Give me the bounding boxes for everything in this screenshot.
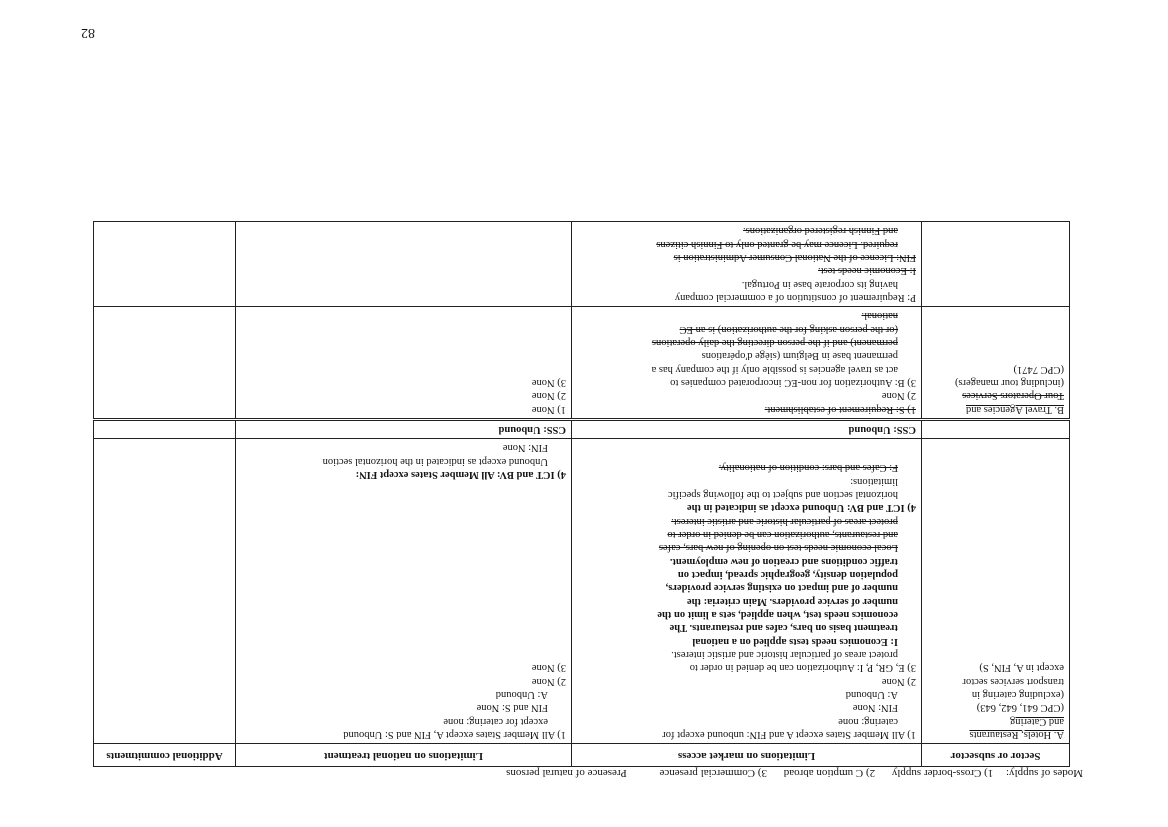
mode-commercial-presence: 3) Commercial presence	[659, 767, 767, 779]
modes-label: Modes of supply:	[1006, 767, 1083, 779]
national-treatment-cell-hotels: 1) All Member States except A, FIN and S: Unbound except for catering: none FIN and S: None A: Unbound 2) None 3) None 4) ICT and BV: All Member States except FIN: Unbound except as indicated in the horizontal section FIN: None	[236, 439, 572, 744]
header-row	[94, 744, 1070, 767]
additional-cell-travel	[94, 307, 236, 420]
mode-consumption-abroad: 2) C umption abroad	[783, 767, 876, 779]
additional-cell-travel-cont	[94, 222, 236, 307]
market-css: CSS: Unbound	[572, 419, 922, 438]
header-market-access: Limitations on market access	[572, 744, 922, 767]
mode-natural-persons: Presence of natural persons	[506, 767, 627, 779]
additional-cell-hotels	[94, 439, 236, 744]
additional-cell-css	[94, 419, 236, 438]
commitments-table	[93, 221, 1070, 767]
table-row	[94, 439, 1070, 744]
header-national-treatment: Limitations on national treatment	[236, 744, 572, 767]
mode-cross-border: 1) Cross-border supply	[891, 767, 994, 779]
header-additional: Additional commitments	[94, 744, 236, 767]
national-css: CSS: Unbound	[236, 419, 572, 438]
sector-cell-hotels: A. Hotels, Restaurants and Catering (CPC 641, 642, 643) (excluding catering in transport services sector except in A, FIN, S)	[922, 439, 1070, 744]
market-access-cell-travel: 1) S: Requirement of establishment. 2) None 3) B: Authorization for non-EC incorporated companies to act as travel agencies is possible only if the company has a permanent base in Belgium (siège d'opérations permanent) and if the person directing the daily operations (or the person asking for the authorization) is an EC national.	[572, 307, 922, 420]
table-row	[94, 419, 1070, 438]
sector-cell-travel-cont	[922, 222, 1070, 307]
sector-cell-css	[922, 419, 1070, 438]
header-sector: Sector or subsector	[922, 744, 1070, 767]
sector-cell-travel: B. Travel Agencies and Tour Operators Services (including tour managers) (CPC 7471)	[922, 307, 1070, 420]
table-row	[94, 307, 1070, 420]
table-row	[94, 222, 1070, 307]
modes-of-supply	[506, 767, 1083, 779]
page-number: 82	[81, 25, 95, 40]
market-access-cell-travel-cont: P: Requirement of constitution of a commercial company having its corporate base in Portugal. I: Economic needs test. FIN: Licence of the National Consumer Administration is required. Licence may be granted only to Finnish citizens and Finnish registered organizations.	[572, 222, 922, 307]
national-treatment-cell-travel: 1) None 2) None 3) None	[236, 307, 572, 420]
market-access-cell-hotels: 1) All Member States except A and FIN: unbound except for catering: none FIN: None A: Unbound 2) None 3) E, GR, P, I: Authorization can be denied in order to protect areas of particular historic and artistic interest. I: Economics needs tests applied on a national treatment basis on bars, cafes and restaurants. The economics needs test, when applied, sets a limit on the number of service providers. Main criteria: the number of and impact on existing service providers, population density, geographic spread, impact on traffic conditions and creation of new employment. Local economic needs test on opening of new bars, cafes and restaurants, authorization can be denied in order to protect areas of particular historic and artistic interest. 4) ICT and BV: Unbound except as indicated in the horizontal section and subject to the following specific limitations: F: Cafes and bars: condition of nationality.	[572, 439, 922, 744]
national-treatment-cell-travel-cont	[236, 222, 572, 307]
